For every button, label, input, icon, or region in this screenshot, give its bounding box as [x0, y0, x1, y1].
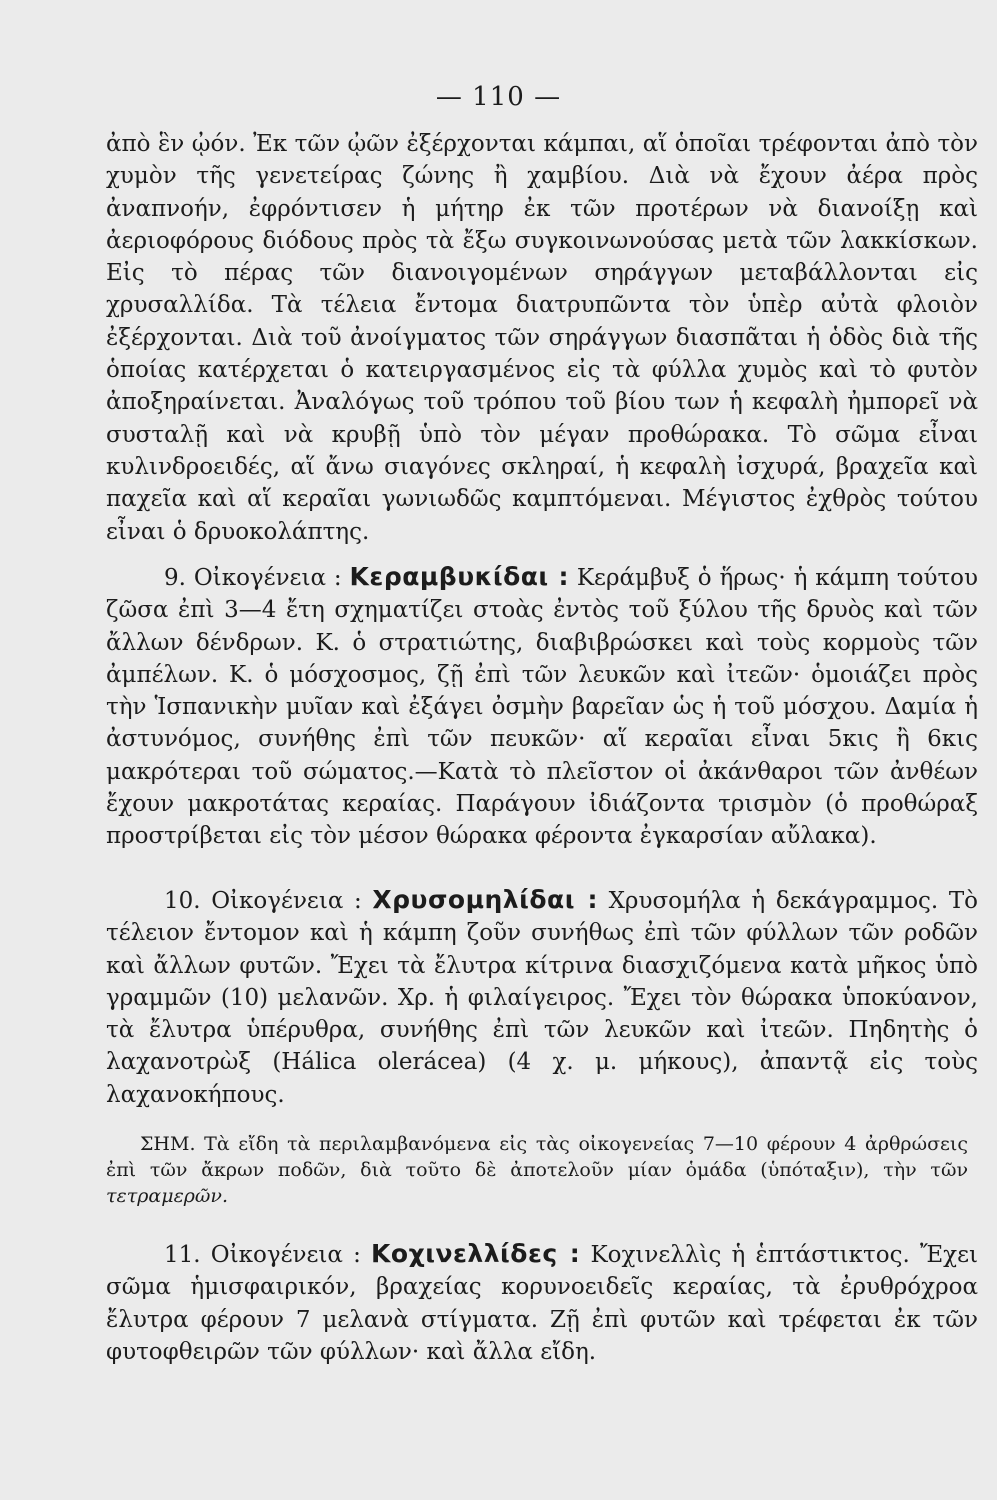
- family-name: Κεραμβυκίδαι :: [349, 562, 569, 591]
- family-name: Κοχινελλίδες :: [371, 1239, 581, 1268]
- section-lead: 11. Οἰκογένεια :: [164, 1242, 361, 1268]
- section-text: Κεράμβυξ ὁ ἥρως· ἡ κάμπη τούτου ζῶσα ἐπὶ 3—4 ἔτη σχηματίζει στοὰς ἐντὸς τοῦ ξύλου τῆς δρυὸς καὶ τῶν ἄλλων δένδρων. Κ. ὁ στρατιώτης, διαβιβρώσκει καὶ τοὺς κορμοὺς τῶν ἀμπέλων. Κ. ὁ μόσχοσμος, ζῇ ἐπὶ τῶν λευκῶν καὶ ἰτεῶν· ὁμοιάζει πρὸς τὴν Ἱσπανικὴν μυῖαν καὶ ἐξάγει ὀσμὴν βαρεῖαν ὡς ἡ τοῦ μόσχου. Δαμία ἡ ἀστυνόμος, συνήθης ἐπὶ τῶν πευκῶν· αἵ κεραῖαι εἶναι 5κις ἢ 6κις μακρότεραι τοῦ σώματος.—Κατὰ τὸ πλεῖστον οἱ ἀκάνθαροι τῶν ἀνθέων ἔχουν μακροτάτας κεραίας. Παράγουν ἰδιάζοντα τρισμὸν (ὁ προθώραξ προστρίβεται εἰς τὸν μέσον θώρακα φέροντα ἐγκαρσίαν αὔλακα).: [106, 565, 979, 850]
- paragraph-text: ἀπὸ ἓν ᾠόν. Ἐκ τῶν ᾠῶν ἐξέρχονται κάμπαι, αἵ ὁποῖαι τρέφονται ἀπὸ τὸν χυμὸν τῆς γενετείρας ζώνης ἢ χαμβίου. Διὰ νὰ ἔχουν ἀέρα πρὸς ἀναπνοήν, ἐφρόντισεν ἡ μήτηρ ἐκ τῶν προτέρων νὰ διανοίξῃ καὶ ἀεριοφόρους διόδους πρὸς τὰ ἔξω συγκοινωνούσας μετὰ τῶν λακκίσκων. Εἰς τὸ πέρας τῶν διανοιγομένων σηράγγων μεταβάλλονται εἰς χρυσαλλίδα. Τὰ τέλεια ἔντομα διατρυπῶντα τὸν ὑπὲρ αὐτὰ φλοιὸν ἐξέρχονται. Διὰ τοῦ ἀνοίγματος τῶν σηράγγων διασπᾶται ἡ ὁδὸς διὰ τῆς ὁποίας κατέρχεται ὁ κατειργασμένος εἰς τὰ φύλλα χυμὸς καὶ τὸ φυτὸν ἀποξηραίνεται. Ἀναλόγως τοῦ τρόπου τοῦ βίου των ἡ κεφαλὴ ἠμπορεῖ νὰ συσταλῇ καὶ νὰ κρυβῇ ὑπὸ τὸν μέγαν προθώρακα. Τὸ σῶμα εἶναι κυλινδροειδές, αἵ ἄνω σιαγόνες σκληραί, ἡ κεφαλὴ ἰσχυρά, βραχεῖα καὶ παχεῖα καὶ αἵ κεραῖαι γωνιωδῶς καμπτόμεναι. Μέγιστος ἐχθρὸς τούτου εἶναι ὁ δρυοκολάπτης.: [106, 131, 978, 545]
- section-text: Κοχινελλὶς ἡ ἑπτάστικτος. Ἔχει σῶμα ἡμισφαιρικόν, βραχείας κορυνοειδεῖς κεραίας, τὰ ἐρυθρόχροα ἔλυτρα φέρουν 7 μελανὰ στίγματα. Ζῇ ἐπὶ φυτῶν καὶ τρέφεται ἐκ τῶν φυτοφθειρῶν τῶν φύλλων· καὶ ἄλλα εἴδη.: [106, 1242, 979, 1365]
- section-chrysomelidai: [106, 884, 978, 1111]
- section-text: Χρυσομήλα ἡ δεκάγραμμος. Τὸ τέλειον ἔντομον καὶ ἡ κάμπη ζοῦν συνήθως ἐπὶ τῶν φύλλων τῶν ροδῶν καὶ ἄλλων φυτῶν. Ἔχει τὰ ἔλυτρα κίτρινα διασχιζόμενα κατὰ μῆκος ὑπὸ γραμμῶν (10) μελανῶν. Χρ. ἡ φιλαίγειρος. Ἔχει τὸν θώρακα ὑποκύανον, τὰ ἔλυτρα ὑπέρυθρα, συνήθης ἐπὶ τῶν λευκῶν καὶ ἰτεῶν. Πηδητὴς ὁ λαχανοτρὼξ (Hálica olerácea) (4 χ. μ. μήκους), ἀπαντᾷ εἰς τοὺς λαχανοκήπους.: [106, 888, 979, 1108]
- footnote-text: ΣΗΜ. Τὰ εἴδη τὰ περιλαμβανόμενα εἰς τὰς οἰκογενείας 7—10 φέρουν 4 ἀρθρώσεις ἐπὶ τῶν ἄκρων ποδῶν, διὰ τοῦτο δὲ ἀποτελοῦν μίαν ὁμάδα (ὑπόταξιν), τὴν τῶν: [106, 1133, 968, 1181]
- family-name: Χρυσομηλίδαι :: [372, 885, 598, 914]
- section-lead: 9. Οἰκογένεια :: [164, 565, 342, 591]
- page-number: — 110 —: [435, 82, 562, 112]
- paragraph-continuation: [106, 128, 978, 548]
- section-kochinellides: [106, 1238, 978, 1368]
- footnote: [106, 1131, 968, 1209]
- section-kerambykidai: [106, 561, 978, 853]
- section-lead: 10. Οἰκογένεια :: [164, 888, 362, 914]
- footnote-term: τετραμερῶν.: [106, 1185, 229, 1207]
